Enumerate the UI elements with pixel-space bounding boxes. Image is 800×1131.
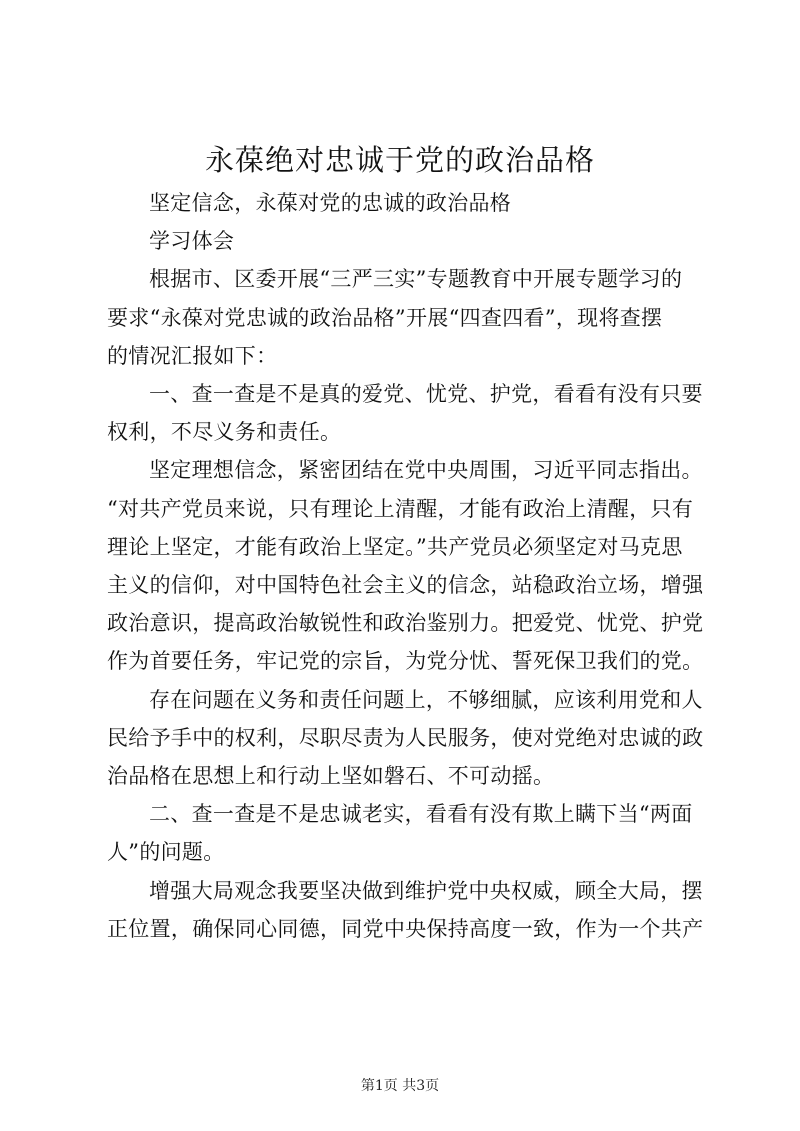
- paragraph: [107, 681, 705, 796]
- page-footer: 第1页 共3页: [360, 1078, 440, 1094]
- text-line: 正位置，确保同心同德，同党中央保持高度一致，作为一个共产: [107, 916, 704, 941]
- text-line: 增强大局观念我要坚决做到维护党中央权威，顾全大局，摆: [149, 878, 703, 903]
- text-line: 理论上坚定，才能有政治上坚定。”共产党员必须坚定对马克思: [107, 534, 683, 559]
- paragraph: [107, 451, 705, 680]
- document-title: 永葆绝对忠诚于党的政治品格: [204, 143, 595, 177]
- paragraph: [107, 872, 705, 948]
- text-line: 一、查一查是不是真的爱党、忧党、护党，看看有没有只要: [149, 382, 703, 407]
- text-line: 二、查一查是不是忠诚老实，看看有没有欺上瞒下当“两面: [149, 802, 693, 827]
- text-line: 民给予手中的权利，尽职尽责为人民服务，使对党绝对忠诚的政: [107, 725, 704, 750]
- text-line: 政治意识，提高政治敏锐性和政治鉴别力。把爱党、忧党、护党: [107, 611, 704, 636]
- document-body: [107, 184, 705, 948]
- paragraph: [107, 375, 705, 451]
- text-line: 学习体会: [149, 229, 235, 254]
- text-line: 要求“永葆对党忠诚的政治品格”开展“四查四看”，现将查摆: [107, 305, 663, 330]
- text-line: 人”的问题。: [107, 840, 225, 865]
- text-line: 权利，不尽义务和责任。: [107, 420, 342, 445]
- text-line: 的情况汇报如下：: [107, 343, 278, 368]
- text-line: 存在问题在义务和责任问题上，不够细腻，应该利用党和人: [149, 687, 703, 712]
- text-line: 治品格在思想上和行动上坚如磐石、不可动摇。: [107, 764, 555, 789]
- text-line: 坚定信念，永葆对党的忠诚的政治品格: [149, 191, 512, 215]
- text-line: 主义的信仰，对中国特色社会主义的信念，站稳政治立场，增强: [107, 573, 704, 598]
- paragraph: [107, 222, 705, 260]
- text-line: “对共产党员来说，只有理论上清醒，才能有政治上清醒，只有: [107, 496, 694, 521]
- text-line: 坚定理想信念，紧密团结在党中央周围，习近平同志指出。: [149, 458, 703, 483]
- text-line: 根据市、区委开展“三严三实”专题教育中开展专题学习的: [149, 267, 683, 292]
- text-line: 作为首要任务，牢记党的宗旨，为党分忧、誓死保卫我们的党。: [107, 649, 704, 674]
- paragraph: [107, 795, 705, 871]
- paragraph: [107, 184, 705, 222]
- paragraph: [107, 260, 705, 375]
